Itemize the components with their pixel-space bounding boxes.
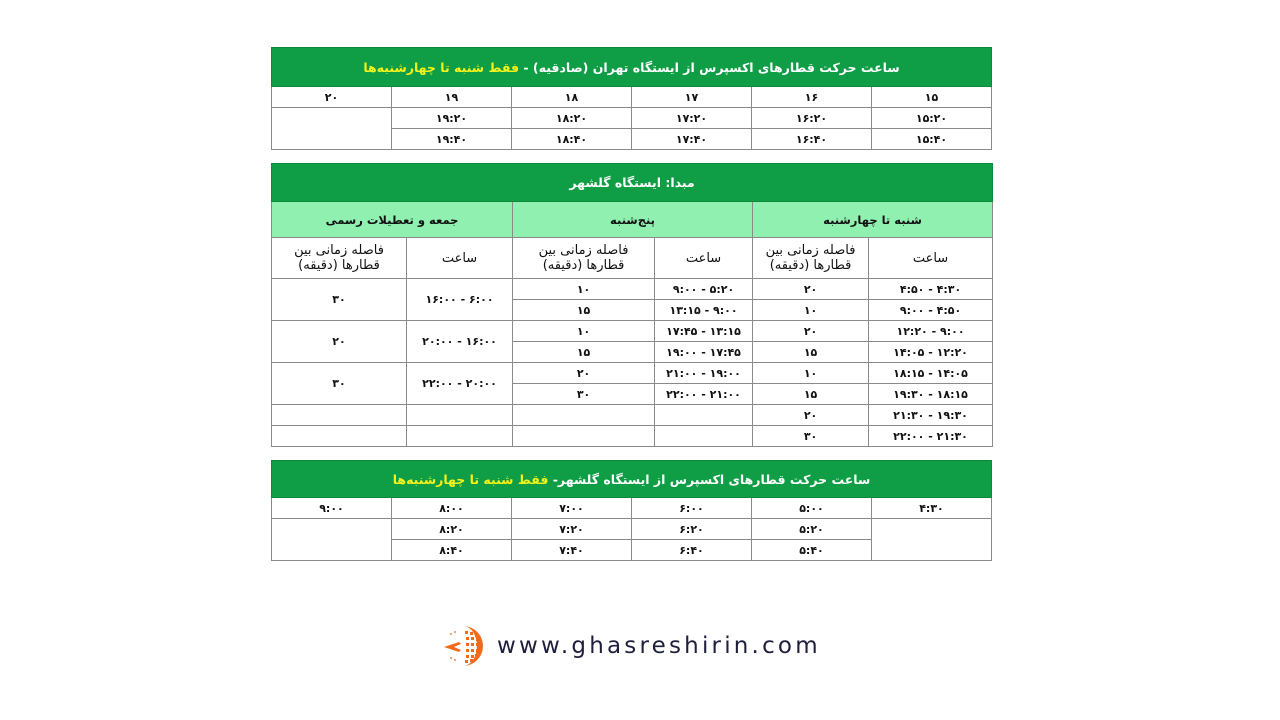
cell: ۱۸ xyxy=(512,87,632,108)
column-header-time: ساعت xyxy=(655,238,753,279)
table-title: مبدا: ایستگاه گلشهر xyxy=(272,164,993,202)
cell: ۱۵:۴۰ xyxy=(872,129,992,150)
cell: ۱۷:۴۰ xyxy=(632,129,752,150)
golshahr-schedule-table xyxy=(271,163,993,447)
column-header-interval: فاصله زمانی بین قطارها (دقیقه) xyxy=(272,238,407,279)
globe-airplane-icon xyxy=(441,623,485,669)
holiday-time: ۲۰:۰۰ - ۲۲:۰۰ xyxy=(407,363,513,405)
table-row xyxy=(272,363,993,384)
thursday-interval: ۱۵ xyxy=(513,300,655,321)
footer-branding xyxy=(441,622,821,670)
weekday-interval: ۱۰ xyxy=(753,300,869,321)
cell: ۱۵:۲۰ xyxy=(872,108,992,129)
holiday-interval: ۳۰ xyxy=(272,279,407,321)
cell: ۸:۰۰ xyxy=(392,498,512,519)
thursday-interval: ۱۰ xyxy=(513,321,655,342)
golshahr-express-schedule-table xyxy=(271,460,992,561)
thursday-interval xyxy=(513,405,655,426)
cell: ۱۶:۲۰ xyxy=(752,108,872,129)
cell xyxy=(272,108,392,150)
holiday-interval xyxy=(272,426,407,447)
cell xyxy=(872,519,992,561)
cell: ۱۶:۴۰ xyxy=(752,129,872,150)
cell: ۱۷ xyxy=(632,87,752,108)
thursday-time xyxy=(655,405,753,426)
weekday-interval: ۲۰ xyxy=(753,279,869,300)
cell: ۶:۴۰ xyxy=(632,540,752,561)
weekday-interval: ۲۰ xyxy=(753,321,869,342)
title-highlight: فقط شنبه تا چهارشنبه‌ها xyxy=(363,59,520,75)
holiday-interval: ۳۰ xyxy=(272,363,407,405)
cell: ۵:۰۰ xyxy=(752,498,872,519)
column-header-interval: فاصله زمانی بین قطارها (دقیقه) xyxy=(753,238,869,279)
cell: ۱۹:۴۰ xyxy=(392,129,512,150)
thursday-time: ۱۹:۰۰ - ۲۱:۰۰ xyxy=(655,363,753,384)
weekday-interval: ۳۰ xyxy=(753,426,869,447)
table-title: ساعت حرکت قطارهای اکسپرس از ایستگاه گلشهر- فقط شنبه تا چهارشنبه‌ها xyxy=(272,461,992,498)
weekday-time: ۴:۳۰ - ۴:۵۰ xyxy=(869,279,993,300)
column-header-interval: فاصله زمانی بین قطارها (دقیقه) xyxy=(513,238,655,279)
title-highlight: فقط شنبه تا چهارشنبه‌ها xyxy=(392,471,549,487)
holiday-interval: ۲۰ xyxy=(272,321,407,363)
cell: ۷:۲۰ xyxy=(512,519,632,540)
cell: ۱۵ xyxy=(872,87,992,108)
cell: ۵:۴۰ xyxy=(752,540,872,561)
thursday-time: ۲۱:۰۰ - ۲۲:۰۰ xyxy=(655,384,753,405)
table-row xyxy=(272,279,993,300)
cell: ۹:۰۰ xyxy=(272,498,392,519)
cell: ۱۷:۲۰ xyxy=(632,108,752,129)
weekday-interval: ۲۰ xyxy=(753,405,869,426)
column-header-time: ساعت xyxy=(407,238,513,279)
tehran-express-schedule-table xyxy=(271,47,992,150)
website-url[interactable]: www.ghasreshirin.com xyxy=(497,633,821,659)
cell xyxy=(272,519,392,561)
table-row xyxy=(272,405,993,426)
thursday-interval: ۲۰ xyxy=(513,363,655,384)
thursday-time: ۱۷:۴۵ - ۱۹:۰۰ xyxy=(655,342,753,363)
thursday-time xyxy=(655,426,753,447)
thursday-time: ۵:۲۰ - ۹:۰۰ xyxy=(655,279,753,300)
weekday-time: ۱۸:۱۵ - ۱۹:۳۰ xyxy=(869,384,993,405)
holiday-time xyxy=(407,405,513,426)
weekday-time: ۱۹:۳۰ - ۲۱:۳۰ xyxy=(869,405,993,426)
weekday-interval: ۱۵ xyxy=(753,384,869,405)
weekday-time: ۱۲:۲۰ - ۱۴:۰۵ xyxy=(869,342,993,363)
cell: ۷:۰۰ xyxy=(512,498,632,519)
cell: ۶:۲۰ xyxy=(632,519,752,540)
weekday-interval: ۱۰ xyxy=(753,363,869,384)
column-header-time: ساعت xyxy=(869,238,993,279)
group-header-holiday: جمعه و تعطیلات رسمی xyxy=(272,202,513,238)
cell: ۴:۳۰ xyxy=(872,498,992,519)
cell: ۱۹:۲۰ xyxy=(392,108,512,129)
cell: ۱۹ xyxy=(392,87,512,108)
thursday-interval: ۱۰ xyxy=(513,279,655,300)
table-row xyxy=(272,87,992,108)
table-row xyxy=(272,321,993,342)
table-row xyxy=(272,519,992,540)
cell: ۱۸:۴۰ xyxy=(512,129,632,150)
holiday-time: ۱۶:۰۰ - ۲۰:۰۰ xyxy=(407,321,513,363)
group-header-weekday: شنبه تا چهارشنبه xyxy=(753,202,993,238)
cell: ۶:۰۰ xyxy=(632,498,752,519)
table-title: ساعت حرکت قطارهای اکسپرس از ایستگاه تهران (صادقیه) - فقط شنبه تا چهارشنبه‌ها xyxy=(272,48,992,87)
thursday-interval: ۱۵ xyxy=(513,342,655,363)
table-row xyxy=(272,426,993,447)
cell: ۸:۲۰ xyxy=(392,519,512,540)
holiday-time xyxy=(407,426,513,447)
weekday-interval: ۱۵ xyxy=(753,342,869,363)
cell: ۵:۲۰ xyxy=(752,519,872,540)
holiday-time: ۶:۰۰ - ۱۶:۰۰ xyxy=(407,279,513,321)
group-header-thursday: پنج‌شنبه xyxy=(513,202,753,238)
thursday-time: ۹:۰۰ - ۱۳:۱۵ xyxy=(655,300,753,321)
cell: ۷:۴۰ xyxy=(512,540,632,561)
weekday-time: ۴:۵۰ - ۹:۰۰ xyxy=(869,300,993,321)
weekday-time: ۱۴:۰۵ - ۱۸:۱۵ xyxy=(869,363,993,384)
holiday-interval xyxy=(272,405,407,426)
thursday-interval: ۳۰ xyxy=(513,384,655,405)
weekday-time: ۲۱:۳۰ - ۲۲:۰۰ xyxy=(869,426,993,447)
thursday-interval xyxy=(513,426,655,447)
cell: ۱۶ xyxy=(752,87,872,108)
cell: ۸:۴۰ xyxy=(392,540,512,561)
cell: ۱۸:۲۰ xyxy=(512,108,632,129)
cell: ۲۰ xyxy=(272,87,392,108)
table-row xyxy=(272,108,992,129)
thursday-time: ۱۳:۱۵ - ۱۷:۴۵ xyxy=(655,321,753,342)
table-row xyxy=(272,498,992,519)
weekday-time: ۹:۰۰ - ۱۲:۲۰ xyxy=(869,321,993,342)
